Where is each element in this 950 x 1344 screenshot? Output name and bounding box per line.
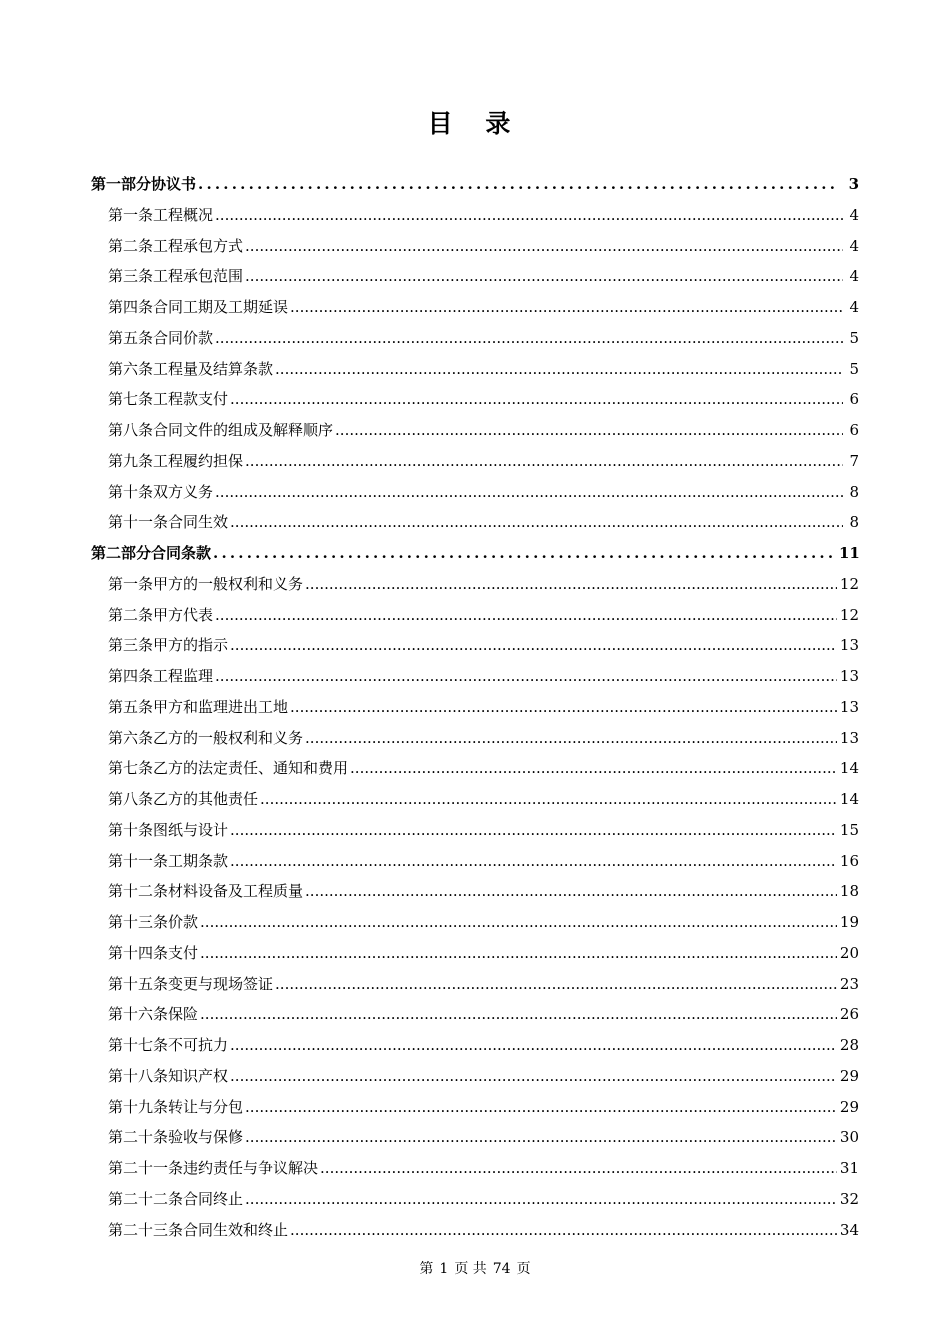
toc-dot-leader	[275, 974, 837, 994]
toc-article-entry[interactable]	[108, 236, 859, 256]
toc-dot-leader	[290, 297, 843, 317]
toc-entry-label: 保险	[168, 1005, 199, 1024]
toc-dot-leader	[198, 174, 837, 194]
toc-article-entry[interactable]	[108, 328, 859, 348]
toc-dot-leader	[230, 635, 837, 655]
toc-entry-label: 转让与分包	[168, 1097, 244, 1116]
toc-entry-label: 不可抗力	[168, 1036, 229, 1054]
toc-entry-page-number: 13	[839, 667, 859, 685]
toc-dot-leader	[230, 1066, 837, 1086]
toc-entry-label: 乙方的其他责任	[153, 790, 259, 808]
toc-entry-number: 第一部分	[91, 175, 152, 193]
toc-entry-number: 第十八条	[108, 1066, 169, 1085]
toc-dot-leader	[245, 1127, 837, 1147]
toc-entry-number: 第三条	[108, 636, 154, 655]
toc-entry-number: 第六条	[108, 728, 154, 747]
toc-dot-leader	[200, 912, 837, 932]
toc-article-entry[interactable]	[108, 1127, 859, 1147]
toc-entry-number: 第十三条	[108, 913, 169, 931]
toc-entry-page-number: 11	[839, 544, 860, 562]
toc-entry-label: 合同条款	[151, 544, 212, 562]
toc-dot-leader	[200, 943, 837, 963]
toc-entry-label: 甲方的指示	[153, 636, 229, 655]
toc-entry-number: 第二十一条	[108, 1159, 184, 1177]
toc-dot-leader	[260, 789, 837, 809]
toc-entry-page-number: 31	[839, 1159, 859, 1177]
toc-article-entry[interactable]	[108, 697, 859, 717]
toc-entry-number: 第二十二条	[108, 1189, 184, 1208]
toc-dot-leader	[290, 697, 837, 717]
toc-entry-page-number: 12	[839, 574, 859, 593]
toc-entry-label: 工程款支付	[153, 390, 229, 409]
toc-entry-label: 违约责任与争议解决	[183, 1159, 319, 1177]
footer-total-pages: 74	[492, 1261, 511, 1277]
toc-dot-leader	[230, 512, 843, 532]
toc-article-entry[interactable]	[108, 359, 859, 379]
toc-entry-page-number: 6	[849, 390, 859, 409]
toc-entry-label: 甲方和监理进出工地	[153, 697, 289, 716]
toc-article-entry[interactable]	[108, 1220, 859, 1240]
toc-dot-leader	[290, 1220, 837, 1240]
toc-article-entry[interactable]	[108, 974, 859, 994]
toc-entry-page-number: 14	[839, 759, 859, 778]
toc-entry-page-number: 13	[839, 697, 859, 716]
toc-entry-number: 第五条	[108, 697, 154, 716]
toc-entry-number: 第二部分	[91, 544, 152, 562]
toc-dot-leader	[350, 758, 837, 778]
toc-article-entry[interactable]	[108, 851, 859, 871]
toc-article-entry[interactable]	[108, 205, 859, 225]
toc-entry-page-number: 29	[839, 1097, 859, 1116]
toc-entry-label: 合同价款	[153, 328, 214, 347]
toc-entry-number: 第八条	[108, 421, 154, 439]
toc-entry-label: 合同生效	[168, 513, 229, 532]
toc-dot-leader	[213, 543, 837, 563]
toc-article-entry[interactable]	[108, 1097, 859, 1117]
toc-entry-number: 第十一条	[108, 513, 169, 532]
toc-article-entry[interactable]	[108, 512, 859, 532]
toc-entry-page-number: 13	[839, 636, 859, 655]
toc-entry-number: 第四条	[108, 667, 154, 685]
toc-entry-label: 协议书	[151, 175, 197, 193]
toc-entry-number: 第二条	[108, 605, 154, 624]
toc-entry-label: 合同终止	[183, 1189, 244, 1208]
toc-entry-page-number: 4	[849, 298, 859, 316]
toc-article-entry[interactable]	[108, 605, 859, 625]
toc-entry-label: 工程量及结算条款	[153, 359, 274, 378]
footer-prefix: 第	[419, 1261, 434, 1277]
toc-entry-page-number: 8	[849, 513, 859, 532]
toc-article-entry[interactable]	[108, 389, 859, 409]
toc-entry-page-number: 4	[849, 205, 859, 224]
toc-dot-leader	[305, 574, 837, 594]
toc-entry-number: 第十九条	[108, 1097, 169, 1116]
toc-article-entry[interactable]	[108, 266, 859, 286]
toc-entry-page-number: 7	[849, 451, 859, 470]
toc-entry-page-number: 6	[849, 421, 859, 439]
toc-entry-number: 第八条	[108, 790, 154, 808]
toc-dot-leader	[230, 851, 837, 871]
toc-title: 目 录	[427, 109, 523, 138]
toc-article-entry[interactable]	[108, 881, 859, 901]
toc-entry-page-number: 8	[849, 482, 859, 501]
toc-entry-label: 支付	[168, 943, 199, 962]
toc-entry-number: 第九条	[108, 451, 154, 470]
toc-entry-number: 第二条	[108, 236, 154, 255]
toc-article-entry[interactable]	[108, 1066, 859, 1086]
toc-entry-page-number: 16	[839, 851, 859, 870]
toc-dot-leader	[245, 1189, 837, 1209]
toc-entry-page-number: 32	[839, 1189, 859, 1208]
toc-entry-label: 图纸与设计	[153, 820, 229, 839]
toc-part-entry[interactable]	[91, 174, 859, 194]
toc-dot-leader	[200, 1004, 837, 1024]
toc-dot-leader	[305, 881, 837, 901]
toc-entry-label: 工程概况	[153, 205, 214, 224]
toc-entry-number: 第十六条	[108, 1005, 169, 1024]
toc-entry-label: 价款	[168, 913, 199, 931]
toc-entry-page-number: 4	[849, 267, 859, 286]
toc-dot-leader	[245, 1097, 837, 1117]
toc-dot-leader	[215, 605, 837, 625]
toc-entry-page-number: 4	[849, 236, 859, 255]
toc-entry-label: 变更与现场签证	[168, 974, 274, 993]
toc-entry-number: 第二十三条	[108, 1220, 184, 1239]
toc-entry-label: 工程监理	[153, 667, 214, 685]
toc-entry-page-number: 15	[839, 820, 859, 839]
toc-article-entry[interactable]	[108, 820, 859, 840]
toc-entry-label: 工程履约担保	[153, 451, 244, 470]
toc-article-entry[interactable]	[108, 451, 859, 471]
footer-current-page: 1	[439, 1261, 449, 1277]
toc-dot-leader	[305, 728, 837, 748]
toc-entry-number: 第五条	[108, 328, 154, 347]
toc-article-entry[interactable]	[108, 728, 859, 748]
toc-article-entry[interactable]	[108, 1158, 859, 1178]
toc-entry-page-number: 29	[839, 1066, 859, 1085]
toc-article-entry[interactable]	[108, 789, 859, 809]
toc-entry-number: 第一条	[108, 574, 154, 593]
toc-dot-leader	[335, 420, 843, 440]
page-footer	[0, 1258, 950, 1278]
toc-article-entry[interactable]	[108, 297, 859, 317]
toc-entry-number: 第七条	[108, 759, 154, 778]
toc-entry-label: 乙方的一般权利和义务	[153, 728, 304, 747]
toc-article-entry[interactable]	[108, 943, 859, 963]
toc-article-entry[interactable]	[108, 1189, 859, 1209]
toc-dot-leader	[215, 205, 843, 225]
toc-entry-page-number: 12	[839, 605, 859, 624]
toc-entry-number: 第十条	[108, 820, 154, 839]
toc-entry-label: 合同文件的组成及解释顺序	[153, 421, 334, 439]
toc-dot-leader	[320, 1158, 837, 1178]
toc-entry-page-number: 20	[839, 943, 859, 962]
toc-entry-number: 第十条	[108, 482, 154, 501]
toc-entry-label: 工程承包方式	[153, 236, 244, 255]
toc-entry-page-number: 13	[839, 728, 859, 747]
toc-dot-leader	[230, 389, 843, 409]
toc-dot-leader	[275, 359, 843, 379]
toc-dot-leader	[230, 820, 837, 840]
footer-mid: 页 共	[454, 1261, 487, 1277]
toc-entry-label: 知识产权	[168, 1066, 229, 1085]
toc-entry-number: 第六条	[108, 359, 154, 378]
toc-dot-leader	[230, 1035, 837, 1055]
toc-entry-label: 工程承包范围	[153, 267, 244, 286]
toc-entry-page-number: 28	[839, 1036, 859, 1054]
toc-entry-number: 第七条	[108, 390, 154, 409]
toc-article-entry[interactable]	[108, 420, 859, 440]
toc-entry-page-number: 5	[849, 359, 859, 378]
toc-article-entry[interactable]	[108, 758, 859, 778]
toc-entry-number: 第十二条	[108, 882, 169, 901]
toc-entry-number: 第十一条	[108, 851, 169, 870]
toc-article-entry[interactable]	[108, 574, 859, 594]
toc-article-entry[interactable]	[108, 482, 859, 502]
toc-entry-number: 第十四条	[108, 943, 169, 962]
toc-entry-label: 甲方代表	[153, 605, 214, 624]
toc-article-entry[interactable]	[108, 1004, 859, 1024]
toc-article-entry[interactable]	[108, 666, 859, 686]
toc-entry-page-number: 19	[839, 913, 859, 931]
toc-entry-page-number: 34	[839, 1220, 859, 1239]
toc-dot-leader	[215, 328, 843, 348]
toc-entry-page-number: 5	[849, 328, 859, 347]
toc-part-entry[interactable]	[91, 543, 859, 563]
toc-entry-number: 第四条	[108, 298, 154, 316]
footer-suffix: 页	[516, 1261, 531, 1277]
toc-entry-label: 合同工期及工期延误	[153, 298, 289, 316]
toc-entry-label: 甲方的一般权利和义务	[153, 574, 304, 593]
toc-entry-label: 双方义务	[153, 482, 214, 501]
toc-article-entry[interactable]	[108, 1035, 859, 1055]
toc-entry-label: 工期条款	[168, 851, 229, 870]
toc-entry-number: 第一条	[108, 205, 154, 224]
toc-entry-number: 第十七条	[108, 1036, 169, 1054]
toc-entry-page-number: 14	[839, 790, 859, 808]
toc-entry-number: 第三条	[108, 267, 154, 286]
toc-dot-leader	[245, 236, 843, 256]
toc-dot-leader	[245, 266, 843, 286]
toc-article-entry[interactable]	[108, 912, 859, 932]
toc-article-entry[interactable]	[108, 635, 859, 655]
toc-entry-page-number: 23	[839, 974, 859, 993]
toc-entry-label: 验收与保修	[168, 1128, 244, 1147]
toc-dot-leader	[215, 482, 843, 502]
toc-entry-label: 材料设备及工程质量	[168, 882, 304, 901]
toc-entry-label: 合同生效和终止	[183, 1220, 289, 1239]
toc-dot-leader	[245, 451, 843, 471]
toc-entry-number: 第二十条	[108, 1128, 169, 1147]
toc-dot-leader	[215, 666, 837, 686]
toc-entry-label: 乙方的法定责任、通知和费用	[153, 759, 349, 778]
toc-entry-page-number: 30	[839, 1128, 859, 1147]
toc-entry-number: 第十五条	[108, 974, 169, 993]
toc-entry-page-number: 3	[848, 175, 859, 193]
toc-entry-page-number: 18	[839, 882, 859, 901]
toc-entry-page-number: 26	[839, 1005, 859, 1024]
